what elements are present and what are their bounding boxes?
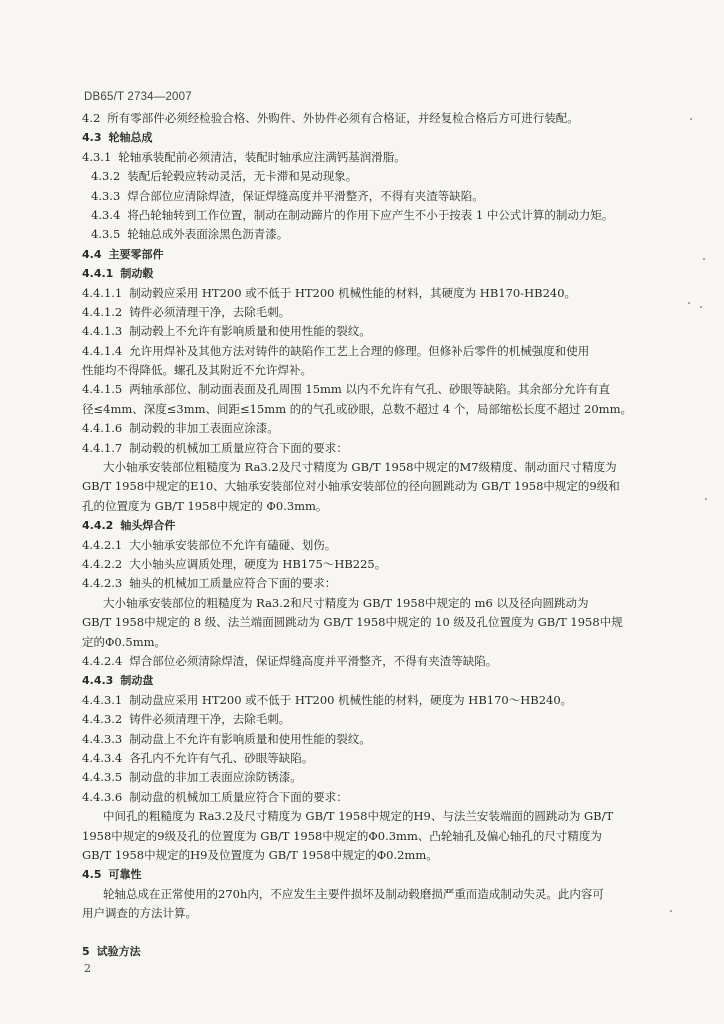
clause-text: 主要零部件 xyxy=(108,247,164,261)
clause-number: 4.3 xyxy=(82,131,102,145)
clause-number: 4.4.1.1 xyxy=(82,285,123,300)
clause-number: 4.4.3.4 xyxy=(82,750,123,765)
standard-code: DB65/T 2734—2007 xyxy=(84,91,192,103)
clause-number: 5 xyxy=(82,944,90,958)
clause-text: 制动毂的机械加工质量应符合下面的要求： xyxy=(129,440,348,455)
clause-number: 4.3.4 xyxy=(91,207,121,222)
paragraph-line: 用户调查的方法计算。 xyxy=(82,906,197,921)
clause-number: 4.4.1.5 xyxy=(82,382,123,397)
section-heading xyxy=(82,128,664,147)
paragraph-line: 轮轴总成在正常使用的270h内，不应发生主要件损坏及制动毂磨损严重而造成制动失灵。此内容可 xyxy=(103,886,604,901)
indented-paragraph xyxy=(82,458,664,516)
clause-text: 大小轴承安装部位不允许有磕碰、划伤。 xyxy=(129,537,337,552)
section-heading xyxy=(82,671,664,690)
paragraph-line: GB/T 1958中规定的H9及位置度为 GB/T 1958中规定的Φ0.2mm。 xyxy=(82,847,438,862)
clause xyxy=(82,749,664,768)
clause-text: 两轴承部位、制动面表面及孔周围 15mm 以内不允许有气孔、砂眼等缺陷。其余部分允许有直 xyxy=(129,382,610,397)
clause-number: 4.3.2 xyxy=(91,169,121,184)
clause-text: 可靠性 xyxy=(108,868,142,882)
clause-number: 4.4.1.4 xyxy=(82,343,123,358)
clause xyxy=(82,439,664,458)
clause-number: 4.4.3.2 xyxy=(82,712,123,727)
paragraph-line: GB/T 1958中规定的 8 级、法兰端面圆跳动为 GB/T 1958中规定的 10 级及孔位置度为 GB/T 1958中规 xyxy=(82,615,623,630)
scan-speck xyxy=(688,302,690,304)
clause-text: 大小轴头应调质处理，硬度为 HB175～HB225。 xyxy=(129,557,387,572)
clause-text: 轮轴总成 xyxy=(108,131,153,145)
clause xyxy=(82,555,664,574)
clause-text: 焊合部位必须清除焊渣，保证焊缝高度并平滑整齐，不得有夹渣等缺陷。 xyxy=(129,654,498,669)
clause-text: 允许用焊补及其他方法对铸件的缺陷作工艺上合理的修理。但修补后零件的机械强度和使用 xyxy=(129,343,590,358)
clause xyxy=(82,652,664,671)
clause-text: 焊合部位应清除焊渣，保证焊缝高度并平滑整齐，不得有夹渣等缺陷。 xyxy=(127,188,484,203)
clause xyxy=(82,768,664,787)
section-gap xyxy=(82,924,664,942)
scan-speck xyxy=(703,258,705,260)
clause-text: 将凸轮轴转到工作位置，制动在制动蹄片的作用下应产生不小于按表 1 中公式计算的制动力矩。 xyxy=(127,207,614,222)
scan-speck xyxy=(690,118,692,120)
clause-text: 所有零部件必须经检验合格、外购件、外协件必须有合格证，并经复检合格后方可进行装配。 xyxy=(107,111,579,125)
clause xyxy=(82,322,664,341)
clause xyxy=(82,148,664,167)
scan-speck xyxy=(705,498,707,500)
clause-text: 制动毂 xyxy=(120,267,154,281)
clause xyxy=(82,342,664,361)
clause-text: 制动毂应采用 HT200 或不低于 HT200 机械性能的材料，其硬度为 HB170-HB240。 xyxy=(129,285,577,300)
clause xyxy=(82,536,664,555)
clause-number: 4.4.1.6 xyxy=(82,421,123,436)
clause-text: 试验方法 xyxy=(96,944,141,958)
clause xyxy=(82,225,664,244)
paragraph-line: 大小轴承安装部位的粗糙度为 Ra3.2和尺寸精度为 GB/T 1958中规定的 m6 以及径向圆跳动为 xyxy=(103,595,589,610)
clause xyxy=(82,167,664,186)
clause-text: 铸件必须清理干净，去除毛刺。 xyxy=(129,304,291,319)
clause-text: 轮轴总成外表面涂黑色沥青漆。 xyxy=(127,227,289,242)
clause-text: 制动毂上不允许有影响质量和使用性能的裂纹。 xyxy=(129,324,371,339)
clause-number: 4.4 xyxy=(82,247,102,261)
clause-number: 4.4.3.1 xyxy=(82,692,123,707)
clause-number: 4.4.3 xyxy=(82,674,114,688)
paragraph-line: 1958中规定的9级及孔的位置度为 GB/T 1958中规定的Φ0.3mm、凸轮轴孔及偏心轴孔的尺寸精度为 xyxy=(82,828,602,843)
indented-paragraph xyxy=(82,807,664,865)
clause-continuation: 性能均不得降低。螺孔及其附近不允许焊补。 xyxy=(82,363,312,378)
clause-number: 4.4.2.1 xyxy=(82,537,123,552)
indented-paragraph xyxy=(82,885,664,924)
clause-number: 4.3.5 xyxy=(91,227,121,242)
clause xyxy=(82,187,664,206)
clause-text: 铸件必须清理干净，去除毛刺。 xyxy=(129,712,291,727)
clause-text: 轴头焊合件 xyxy=(120,519,176,533)
section-heading xyxy=(82,264,664,283)
clause-number: 4.4.2.3 xyxy=(82,576,123,591)
section-heading xyxy=(82,245,664,264)
clause xyxy=(82,303,664,322)
clause-text: 制动盘应采用 HT200 或不低于 HT200 机械性能的材料，硬度为 HB170～HB240。 xyxy=(129,692,573,707)
paragraph-line: 大小轴承安装部位粗糙度为 Ra3.2及尺寸精度为 GB/T 1958中规定的M7级精度、制动面尺寸精度为 xyxy=(103,460,617,475)
clause-number: 4.3.1 xyxy=(82,149,112,164)
clause-number: 4.4.1.3 xyxy=(82,324,123,339)
clause xyxy=(82,419,664,438)
page-number: 2 xyxy=(84,962,91,975)
clause-number: 4.5 xyxy=(82,868,102,882)
clause-number: 4.4.1 xyxy=(82,267,114,281)
clause-number: 4.4.3.3 xyxy=(82,731,123,746)
clause-number: 4.4.1.2 xyxy=(82,304,123,319)
clause-continuation: 径≤4mm、深度≤3mm、间距≤15mm 的的气孔或砂眼，总数不超过 4 个，局部缩松长度不超过 20mm。 xyxy=(82,401,632,416)
clause-text: 制动盘 xyxy=(120,674,154,688)
clause-text: 轮轴承装配前必须清洁，装配时轴承应注满钙基润滑脂。 xyxy=(118,149,406,164)
clause-text: 制动盘的机械加工质量应符合下面的要求： xyxy=(129,789,348,804)
clause xyxy=(82,691,664,710)
paragraph-line: 中间孔的粗糙度为 Ra3.2及尺寸精度为 GB/T 1958中规定的H9、与法兰安装端面的圆跳动为 GB/T xyxy=(103,809,614,824)
clause xyxy=(82,788,664,807)
clause xyxy=(82,206,664,225)
paragraph-line: 孔的位置度为 GB/T 1958中规定的 Φ0.3mm。 xyxy=(82,498,328,513)
clause xyxy=(82,380,664,399)
clause-number: 4.4.2.4 xyxy=(82,654,123,669)
clause xyxy=(82,284,664,303)
section-heading xyxy=(82,516,664,535)
paragraph-line: 定的Φ0.5mm。 xyxy=(82,634,167,649)
indented-paragraph xyxy=(82,594,664,652)
scan-speck xyxy=(700,306,702,308)
clause-number: 4.4.1.7 xyxy=(82,440,123,455)
section-heading xyxy=(82,942,664,961)
clause xyxy=(82,574,664,593)
clause-number: 4.3.3 xyxy=(91,188,121,203)
clause xyxy=(82,710,664,729)
body-text xyxy=(82,109,664,961)
section-heading xyxy=(82,865,664,884)
clause-text: 制动毂的非加工表面应涂漆。 xyxy=(129,421,279,436)
clause xyxy=(82,109,664,128)
clause-number: 4.4.3.6 xyxy=(82,789,123,804)
clause-number: 4.4.2 xyxy=(82,519,114,533)
paragraph-line: GB/T 1958中规定的E10、大轴承安装部位对小轴承安装部位的径向圆跳动为 GB/T 1958中规定的9级和 xyxy=(82,479,620,494)
clause-text: 制动盘上不允许有影响质量和使用性能的裂纹。 xyxy=(129,731,371,746)
clause-text: 轴头的机械加工质量应符合下面的要求： xyxy=(129,576,337,591)
clause-number: 4.4.2.2 xyxy=(82,557,123,572)
clause xyxy=(82,730,664,749)
clause-number: 4.2 xyxy=(82,111,101,125)
clause-number: 4.4.3.5 xyxy=(82,770,123,785)
clause-text: 装配后轮毂应转动灵活，无卡滞和晃动现象。 xyxy=(127,169,358,184)
clause-text: 制动盘的非加工表面应涂防锈漆。 xyxy=(129,770,302,785)
scan-speck xyxy=(670,910,672,912)
clause-text: 各孔内不允许有气孔、砂眼等缺陷。 xyxy=(129,750,314,765)
